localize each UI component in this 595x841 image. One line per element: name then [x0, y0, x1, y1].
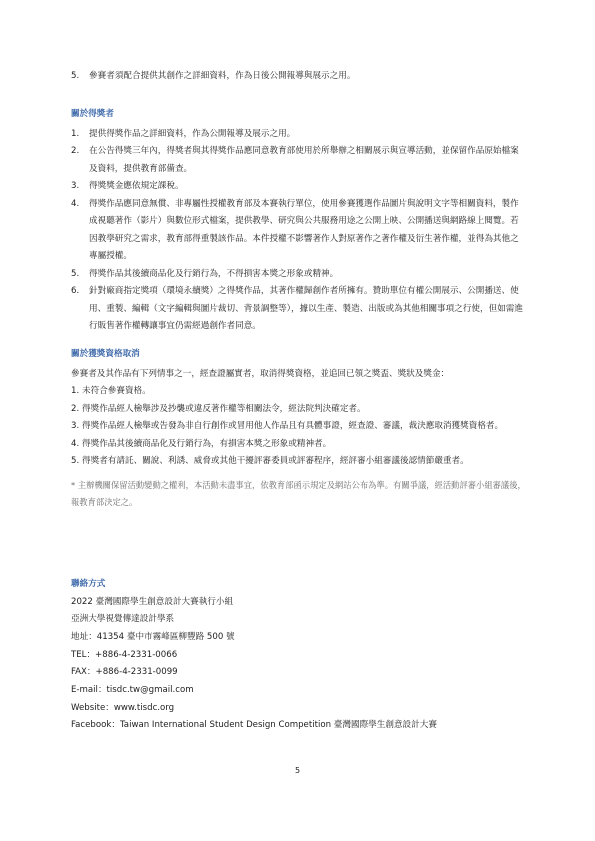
list-text: 參賽者須配合提供其創作之詳細資料，作為日後公開報導與展示之用。 — [89, 71, 356, 81]
list-number: 2. — [71, 403, 80, 414]
list-number: 3. — [71, 421, 80, 431]
contact-org: 2022 臺灣國際學生創意設計大賽執行小組 — [71, 596, 234, 607]
list-text: 得獎作品經人檢舉涉及抄襲或違反著作權等相關法令，經法院判決確定者。 — [82, 403, 366, 414]
list-item — [71, 283, 526, 336]
contact-address: 地址：41354 臺中市霧峰區柳豐路 500 號 — [71, 631, 235, 642]
list-item — [71, 383, 526, 401]
list-text: 得獎作品應同意無償、非專屬性授權教育部及本賽執行單位，使用參賽獲選作品圖片與說明文字等相關資料，製作成視聽著作（影片）與數位形式檔案，提供教學、研究與公共服務用途之公開上映、公開播送與網路線上閱覽。若因教學研究之需求，教育部得重製該作品。本件授權不影響著作人對原著作之著作權及衍生著作權，並得為其他之專屬授權。 — [89, 198, 519, 261]
list-item — [71, 401, 526, 419]
section-heading: 關於得獎者 — [71, 109, 114, 119]
list-number: 4. — [71, 438, 80, 449]
list-number: 5. — [71, 268, 80, 279]
contact-website: Website：www.tisdc.org — [71, 702, 175, 713]
list-number: 4. — [71, 198, 80, 209]
list-text: 針對廠商指定獎項（環境永續獎）之得獎作品，其著作權歸創作者所擁有。贊助單位有權公開展示、公開播送、使用、重製、編輯（文字編輯與圖片裁切、背景調整等），據以生產、製造、出版或為其他相關事項之行使，但如需進行販售著作權轉讓事宜仍需經過創作者同意。 — [89, 286, 523, 331]
section-intro: 參賽者及其作品有下列情事之一，經查證屬實者，取消得獎資格，並追回已領之獎盃、獎狀及獎金： — [71, 368, 450, 379]
section-disqualification — [71, 346, 526, 511]
list-number: 1. — [71, 128, 80, 139]
list-item — [71, 266, 526, 284]
contact-email: E-mail：tisdc.tw@gmail.com — [71, 685, 194, 696]
list-text: 得獎作品經人檢舉或告發為非自行創作或冒用他人作品且有具體事證，經查證、審議，裁決應取消獲獎資格者。 — [82, 421, 504, 431]
list-item — [71, 436, 526, 454]
disqualification-list — [71, 383, 526, 471]
list-text: 提供得獎作品之詳細資料，作為公開報導及展示之用。 — [89, 128, 296, 139]
awardee-list — [71, 126, 526, 336]
list-number: 2. — [71, 146, 80, 156]
list-text: 未符合參賽資格。 — [82, 386, 151, 396]
list-number: 6. — [71, 286, 80, 296]
section-heading: 聯絡方式 — [71, 579, 106, 589]
list-item — [71, 143, 526, 178]
list-item — [71, 418, 526, 436]
list-text: 得獎者有請託、關說、利誘、威脅或其他干擾評審委員或評審程序，經評審小組審議後認情節嚴重者。 — [82, 456, 469, 466]
section-contact — [71, 576, 541, 735]
list-number: 3. — [71, 181, 80, 191]
list-text: 得獎作品其後續商品化及行銷行為，有損害本獎之形象或精神者。 — [82, 438, 332, 449]
list-text: 得獎獎金應依規定課稅。 — [89, 181, 184, 191]
list-item — [71, 178, 526, 196]
page-number: 5 — [294, 766, 301, 775]
section-awardees — [71, 106, 526, 336]
list-item — [71, 196, 526, 266]
contact-dept: 亞洲大學視覺傳達設計學系 — [71, 614, 175, 625]
footnote: * 主辦機關保留活動變動之權利，本活動未盡事宜，依教育部函示規定及網站公布為準。有關爭議，經活動評審小組審議後，報教育部決定之。 — [71, 479, 526, 507]
contact-fax: FAX：+886-4-2331-0099 — [71, 667, 178, 678]
section-heading: 關於獲獎資格取消 — [71, 349, 140, 359]
list-number: 5. — [71, 71, 80, 81]
list-number: 1. — [71, 386, 80, 396]
list-item — [71, 453, 526, 471]
contact-tel: TEL：+886-4-2331-0066 — [71, 649, 178, 660]
list-item — [71, 126, 526, 144]
intro-list-item — [71, 68, 544, 86]
list-text: 得獎作品其後續商品化及行銷行為，不得損害本獎之形象或精神。 — [89, 268, 339, 279]
list-number: 5. — [71, 456, 80, 466]
contact-facebook: Facebook：Taiwan International Student Design Competition 臺灣國際學生創意設計大賽 — [71, 720, 437, 731]
list-text: 在公告得獎三年內，得獎者與其得獎作品應同意教育部使用於所舉辦之相關展示與宣導活動，並保留作品原始檔案及資料，提供教育部備查。 — [89, 146, 519, 174]
